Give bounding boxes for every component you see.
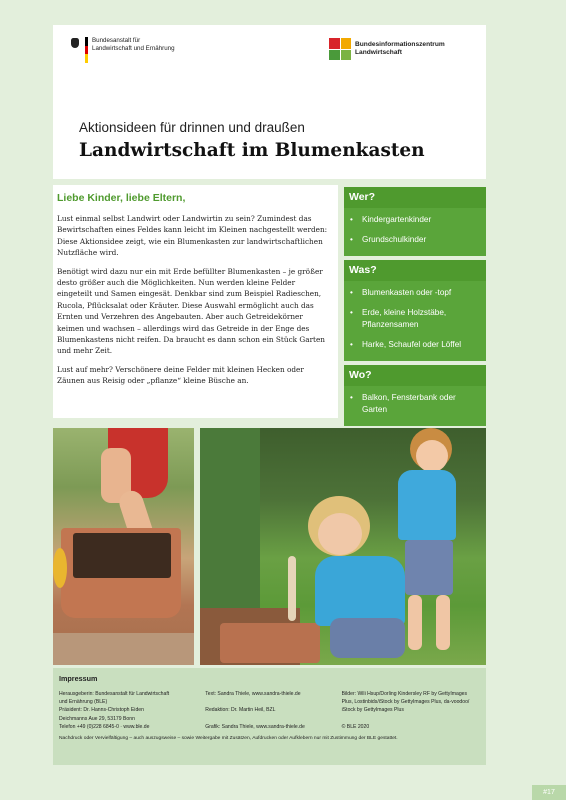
intro-paragraph: Lust auf mehr? Verschönere deine Felder mit kleinen Hecken oder Zäunen aus Reisig oder „pflanze“ kleine Büsche an. bbox=[57, 364, 304, 386]
photo-planting-seeds bbox=[53, 428, 194, 665]
bzl-mark-icon bbox=[329, 38, 351, 60]
info-heading: Wo? bbox=[349, 369, 372, 381]
info-list bbox=[344, 281, 486, 361]
page-number: #17 bbox=[532, 785, 566, 800]
info-heading: Wer? bbox=[349, 191, 376, 203]
german-flag-icon bbox=[85, 37, 88, 63]
list-item: • Erde, kleine Holzstäbe, Pflanzensamen bbox=[348, 303, 482, 335]
greeting: Liebe Kinder, liebe Eltern, bbox=[57, 192, 186, 204]
eagle-icon bbox=[68, 37, 82, 51]
intro-paragraph: Lust einmal selbst Landwirt oder Landwirtin zu sein? Zumindest das Bewirtschaften eines Feldes kann leicht im Kleinen nachgestellt werden: Diese Aktionsidee zeigt, wie ein Blumenkasten zur landwirtschaftlichen Nutzfläche wird. bbox=[57, 214, 328, 258]
impressum-credits: Text: Sandra Thiele, www.sandra-thiele.de Redaktion: Dr. Martin Heil, BZL Grafik: Sandra Thiele, www.sandra-thiele.de bbox=[205, 691, 305, 730]
bzl-logo-text: Bundesinformationszentrum Landwirtschaft bbox=[355, 41, 445, 56]
info-heading: Was? bbox=[349, 264, 377, 276]
info-column bbox=[344, 187, 486, 430]
info-box-wo bbox=[344, 365, 486, 426]
info-box-was bbox=[344, 260, 486, 361]
impressum-footer: Nachdruck oder Vervielfältigung – auch auszugsweise – sowie Weitergabe mit Zusätzen, Aufdrucken oder Aufklebern nur mit Zustimmung der BLE gestattet. bbox=[59, 736, 398, 742]
list-item: • Balkon, Fensterbank oder Garten bbox=[348, 388, 482, 420]
list-item: • Grundschulkinder bbox=[348, 230, 482, 250]
ble-logo-text: Bundesanstalt für Landwirtschaft und Ernährung bbox=[92, 37, 175, 52]
photo-children-garden bbox=[200, 428, 486, 665]
list-item: • Blumenkasten oder -topf bbox=[348, 283, 482, 303]
header bbox=[53, 25, 486, 179]
impressum-image-credits: Bilder: Wili Hsup/Dorling Kindersley RF by GettyImages Plus, Lostinbids/iStock by GettyImages Plus, da-voodoo/ iStock by GettyImages Plus © BLE 2020 bbox=[341, 691, 470, 730]
impressum-title: Impressum bbox=[59, 674, 98, 683]
list-item: • Harke, Schaufel oder Löffel bbox=[348, 335, 482, 355]
impressum bbox=[53, 668, 486, 765]
bzl-logo bbox=[329, 38, 495, 60]
intro-paragraph: Benötigt wird dazu nur ein mit Erde befüllter Blumenkasten – je größer desto größer auch die Möglichkeiten. Nun werden kleine Felder eingeteilt und Samen eingesät. Denkbar sind zum Beispiel Radieschen, Rucola, Pflücksalat oder Kräuter. Diese Auswahl ermöglicht auch das Ernten und Verzehren des Angebauten. Aber auch Getreidekörner keimen und wachsen – allerdings wird das Getreide in der Enge des Blumenkastens nicht reifen. Da braucht es dann schon ein Stück Garten und mehr Zeit. bbox=[57, 266, 326, 356]
info-list bbox=[344, 386, 486, 426]
intro-box bbox=[53, 185, 338, 418]
page-title: Landwirtschaft im Blumenkasten bbox=[79, 140, 425, 161]
ble-logo bbox=[68, 37, 202, 63]
info-box-wer bbox=[344, 187, 486, 256]
page-subtitle: Aktionsideen für drinnen und draußen bbox=[79, 120, 305, 135]
info-list bbox=[344, 208, 486, 256]
impressum-columns bbox=[59, 690, 480, 731]
list-item: • Kindergartenkinder bbox=[348, 210, 482, 230]
impressum-publisher: Herausgeberin: Bundesanstalt für Landwirtschaft und Ernährung (BLE) Präsident: Dr. Hanns-Christoph Eiden Deichmanns Aue 29, 53179 Bonn Telefon +49 (0)228 6845-0 · www.ble.de bbox=[59, 691, 170, 730]
